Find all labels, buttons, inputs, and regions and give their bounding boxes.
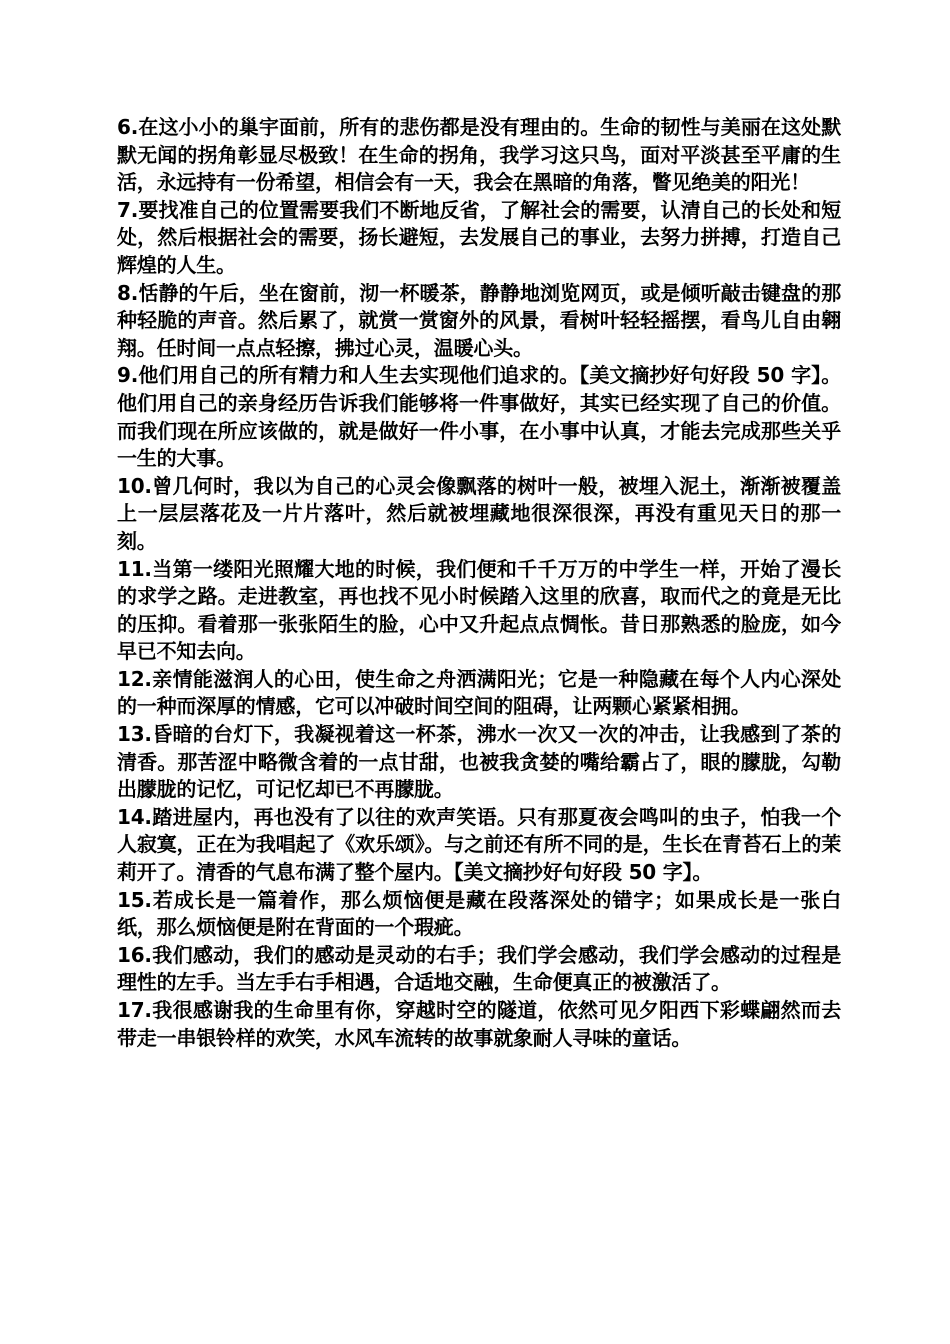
document-page xyxy=(117,114,841,1052)
paragraph-13: 13.昏暗的台灯下，我凝视着这一杯茶，沸水一次又一次的冲击，让我感到了茶的清香。那苦涩中略微含着的一点甘甜，也被我贪婪的嘴给霸占了，眼的朦胧，勾勒出朦胧的记忆，可记忆却已不再朦胧。 xyxy=(117,722,841,802)
paragraph-15: 15.若成长是一篇着作，那么烦恼便是藏在段落深处的错字；如果成长是一张白纸，那么烦恼便是附在背面的一个瑕疵。 xyxy=(117,887,841,940)
paragraph-11: 11.当第一缕阳光照耀大地的时候，我们便和千千万万的中学生一样，开始了漫长的求学之路。走进教室，再也找不见小时候踏入这里的欣喜，取而代之的竟是无比的压抑。看着那一张张陌生的脸，心中又升起点点惆怅。昔日那熟悉的脸庞，如今早已不知去向。 xyxy=(117,556,841,664)
paragraph-12: 12.亲情能滋润人的心田，使生命之舟洒满阳光；它是一种隐藏在每个人内心深处的一种而深厚的情感，它可以冲破时间空间的阻碍，让两颗心紧紧相拥。 xyxy=(117,666,841,719)
paragraph-9: 9.他们用自己的所有精力和人生去实现他们追求的。【美文摘抄好句好段 50 字】。他们用自己的亲身经历告诉我们能够将一件事做好，其实已经实现了自己的价值。而我们现在所应该做的，就是做好一件小事，在小事中认真，才能去完成那些关乎一生的大事。 xyxy=(117,363,841,471)
paragraph-16: 16.我们感动，我们的感动是灵动的右手；我们学会感动，我们学会感动的过程是理性的左手。当左手右手相遇，合适地交融，生命便真正的被激活了。 xyxy=(117,942,841,995)
paragraph-8: 8.恬静的午后，坐在窗前，沏一杯暖茶，静静地浏览网页，或是倾听敲击键盘的那种轻脆的声音。然后累了，就赏一赏窗外的风景，看树叶轻轻摇摆，看鸟儿自由翱翔。任时间一点点轻擦，拂过心灵，温暖心头。 xyxy=(117,280,841,360)
paragraph-7: 7.要找准自己的位置需要我们不断地反省，了解社会的需要，认清自己的长处和短处，然后根据社会的需要，扬长避短，去发展自己的事业，去努力拼搏，打造自己辉煌的人生。 xyxy=(117,197,841,277)
paragraph-10: 10.曾几何时，我以为自己的心灵会像飘落的树叶一般，被埋入泥土，渐渐被覆盖上一层层落花及一片片落叶，然后就被埋藏地很深很深，再没有重见天日的那一刻。 xyxy=(117,473,841,553)
paragraph-14: 14.踏进屋内，再也没有了以往的欢声笑语。只有那夏夜会鸣叫的虫子，怕我一个人寂寞，正在为我唱起了《欢乐颂》。与之前还有所不同的是，生长在青苔石上的茉莉开了。清香的气息布满了整个屋内。【美文摘抄好句好段 50 字】。 xyxy=(117,804,841,885)
paragraph-17: 17.我很感谢我的生命里有你，穿越时空的隧道，依然可见夕阳西下彩蝶翩然而去带走一串银铃样的欢笑，水风车流转的故事就象耐人寻味的童话。 xyxy=(117,998,841,1050)
paragraph-6: 6.在这小小的巢宇面前，所有的悲伤都是没有理由的。生命的韧性与美丽在这处默默无闻的拐角彰显尽极致！在生命的拐角，我学习这只鸟，面对平淡甚至平庸的生活，永远持有一份希望，相信会有一天，我会在黑暗的角落，瞥见绝美的阳光！ xyxy=(117,115,841,195)
